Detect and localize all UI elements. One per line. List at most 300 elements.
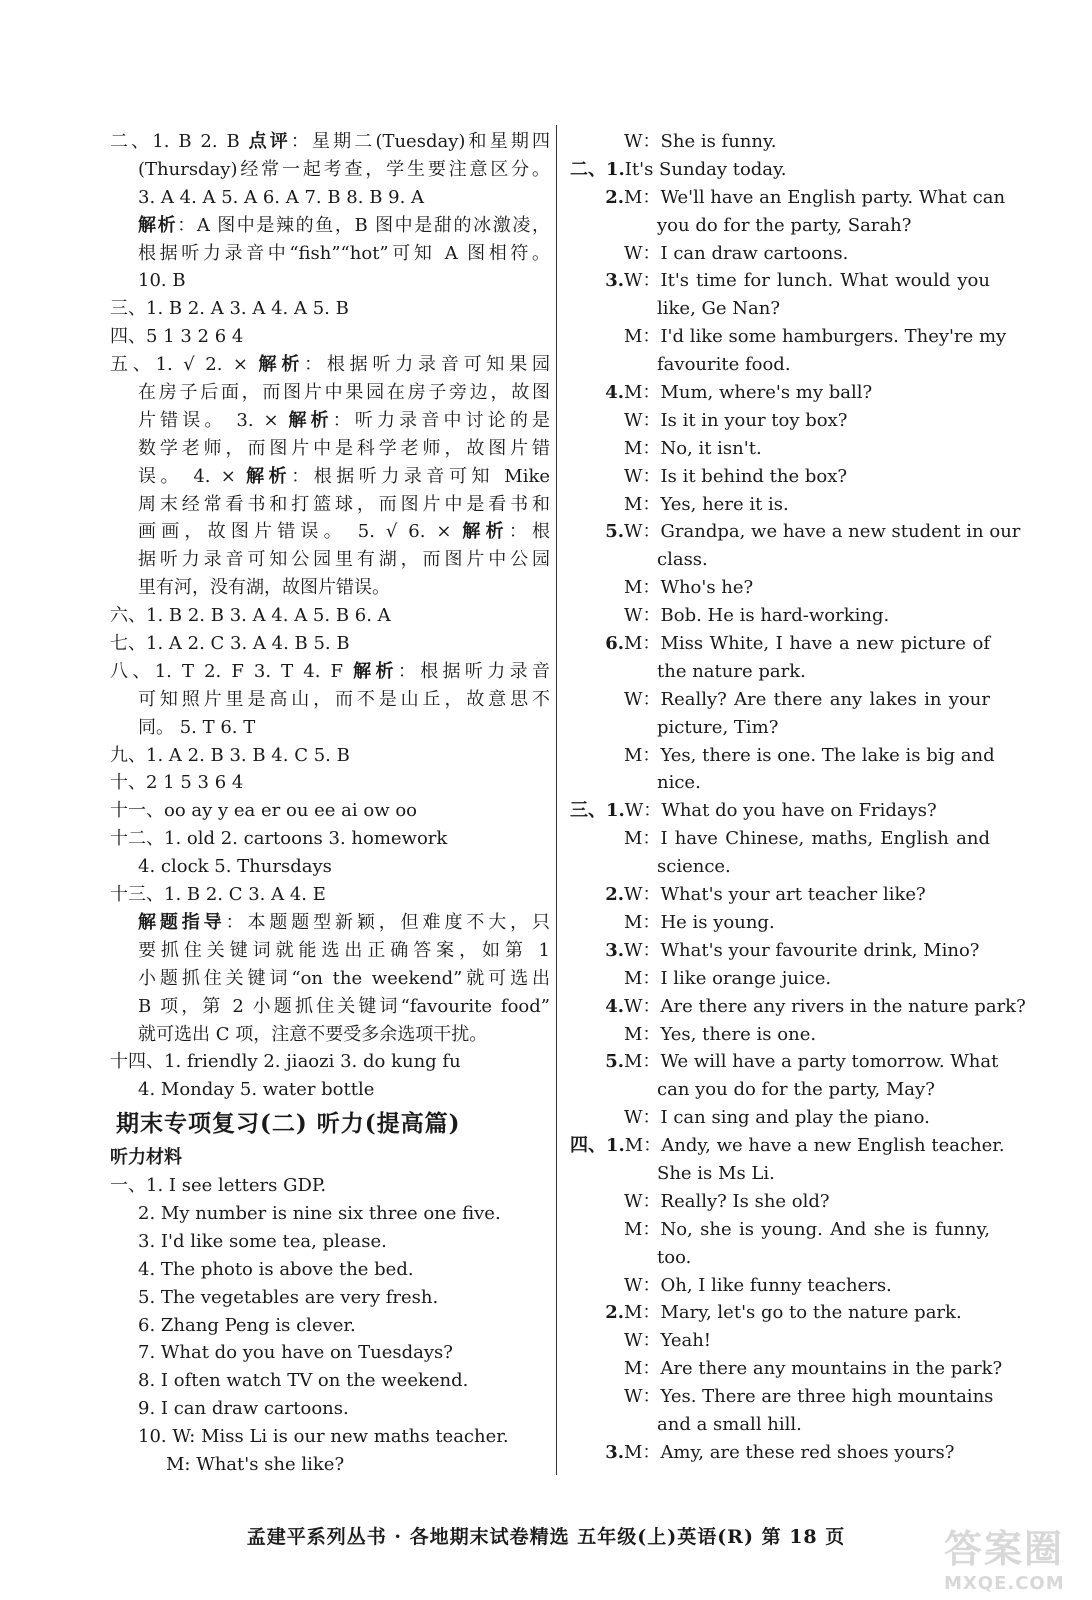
answer-line	[110, 463, 550, 491]
dialogue-line	[570, 212, 990, 240]
item-number	[570, 1411, 624, 1439]
text-span: 周末经常看书和打篮球，而图片中是看书和	[138, 493, 550, 515]
speaker-label	[624, 769, 657, 797]
speaker-label: W：	[624, 242, 661, 264]
answer-line	[110, 602, 550, 630]
speaker-label: M：	[624, 911, 661, 933]
dialogue-line	[570, 1104, 990, 1132]
dialogue-text: Really? Are there any lakes in your	[660, 688, 990, 710]
answer-text	[110, 128, 550, 156]
dialogue-text: nice.	[657, 772, 701, 794]
speaker-label: W：	[624, 409, 661, 431]
dialogue-text: It's Sunday today.	[624, 158, 787, 180]
bold-label: 解析	[138, 214, 178, 236]
item-number	[570, 323, 624, 351]
dialogue-line	[570, 1021, 990, 1049]
dialogue-text: Yes, there is one. The lake is big and	[660, 744, 995, 766]
answer-text	[110, 574, 550, 602]
answer-text	[110, 630, 550, 658]
item-number: 6.	[605, 633, 624, 655]
dialogue-line	[570, 881, 990, 909]
item-number: 5.	[605, 1051, 624, 1073]
item-number	[570, 742, 624, 770]
dialogue-text: I have Chinese, maths, English and	[660, 828, 990, 850]
dialogue-line	[570, 267, 990, 295]
dialogue-line	[570, 658, 990, 686]
answer-text	[110, 1312, 550, 1340]
text-span: 2. My number is nine six three one five.	[138, 1202, 501, 1224]
item-number: 2.	[605, 884, 624, 906]
text-span: 可知照片里是高山，而不是山丘，故意思不	[138, 688, 550, 710]
dialogue-text: Oh, I like funny teachers.	[660, 1274, 892, 1296]
dialogue-line	[570, 128, 990, 156]
dialogue-text: No, she is young. And she is funny,	[660, 1218, 990, 1240]
answer-text	[110, 1367, 550, 1395]
answer-text	[110, 1423, 550, 1451]
answer-text	[110, 742, 550, 770]
text-span: ：听力录音中讨论的是	[332, 409, 551, 431]
answer-line	[110, 825, 550, 853]
speaker-label	[624, 658, 657, 686]
item-number	[570, 407, 624, 435]
bold-label: 解析	[462, 521, 509, 543]
dialogue-line	[570, 240, 990, 268]
dialogue-text: Is it in your toy box?	[660, 409, 848, 431]
item-number: 5.	[605, 521, 624, 543]
speaker-label	[624, 351, 657, 379]
item-number	[570, 909, 624, 937]
text-span: 9. I can draw cartoons.	[138, 1398, 349, 1420]
dialogue-line	[570, 351, 990, 379]
text-span: (Thursday)经常一起考查，学生要注意区分。	[138, 158, 550, 180]
text-span: 同。 5. T 6. T	[138, 716, 256, 738]
answer-line	[110, 1367, 550, 1395]
text-span: 3. A 4. A 5. A 6. A 7. B 8. B 9. A	[138, 186, 425, 208]
dialogue-text: Really? Is she old?	[660, 1190, 830, 1212]
answer-text	[110, 379, 550, 407]
answer-line	[110, 1395, 550, 1423]
dialogue-text: I can sing and play the piano.	[660, 1107, 930, 1129]
text-span: 4. Monday 5. water bottle	[138, 1079, 375, 1101]
dialogue-text: She is Ms Li.	[657, 1162, 775, 1184]
dialogue-text: too.	[657, 1246, 692, 1268]
dialogue-line	[570, 1355, 1003, 1383]
sub-title: 听力材料	[110, 1147, 182, 1169]
speaker-label: W：	[624, 521, 661, 543]
item-number	[570, 240, 624, 268]
answer-line	[110, 909, 550, 937]
speaker-label: M：	[624, 744, 661, 766]
dialogue-text: favourite food.	[657, 354, 791, 376]
speaker-label: W：	[624, 800, 662, 822]
text-span: ：根据听力录音	[397, 660, 551, 682]
item-number: 2.	[605, 186, 624, 208]
answer-text	[110, 435, 550, 463]
speaker-label: W：	[624, 884, 661, 906]
item-number	[570, 435, 624, 463]
text-span: 六、1. B 2. B 3. A 4. A 5. B 6. A	[110, 605, 391, 627]
dialogue-text: Amy, are these red shoes yours?	[660, 1441, 955, 1463]
page-footer: 孟建平系列丛书 · 各地期末试卷精选 五年级(上)英语(R) 第 18 页	[246, 1526, 846, 1548]
answer-text	[110, 658, 550, 686]
speaker-label: M：	[624, 1135, 662, 1157]
text-span: 五、1. √ 2. ×	[110, 354, 259, 376]
bold-label: 解析	[246, 465, 292, 487]
bold-label: 解析	[353, 660, 398, 682]
answer-text	[110, 686, 550, 714]
dialogue-line	[570, 1327, 990, 1355]
dialogue-text: Bob. He is hard-working.	[660, 605, 890, 627]
speaker-label: M：	[624, 493, 661, 515]
text-span: 7. What do you have on Tuesdays?	[138, 1342, 453, 1364]
item-number	[570, 965, 624, 993]
item-number	[570, 463, 624, 491]
dialogue-text: Yes. There are three high mountains	[660, 1386, 994, 1408]
item-number	[570, 1272, 624, 1300]
item-number	[570, 1188, 624, 1216]
item-number	[570, 1076, 624, 1104]
text-span: ：根据听力录音可知 Mike	[291, 465, 551, 487]
item-number	[570, 1383, 624, 1411]
item-number	[570, 1327, 624, 1355]
speaker-label: M：	[624, 967, 661, 989]
text-span: 5. The vegetables are very fresh.	[138, 1286, 439, 1308]
answer-text	[110, 463, 550, 491]
answer-line	[110, 1256, 550, 1284]
text-span: 片错误。 3. ×	[138, 409, 289, 431]
text-span: 根据听力录音中“fish”“hot”可知 A 图相符。	[138, 242, 550, 264]
text-span: 6. Zhang Peng is clever.	[138, 1314, 356, 1336]
item-number	[570, 1355, 624, 1383]
item-number	[570, 1244, 624, 1272]
dialogue-line	[570, 1048, 999, 1076]
speaker-label	[624, 853, 657, 881]
speaker-label	[624, 546, 657, 574]
dialogue-line	[570, 769, 990, 797]
text-span: 4. The photo is above the bed.	[138, 1258, 414, 1280]
answer-text	[110, 518, 550, 546]
item-number	[570, 825, 624, 853]
speaker-label: M：	[624, 577, 661, 599]
dialogue-text: Yes, there is one.	[660, 1023, 817, 1045]
speaker-label: W：	[624, 688, 661, 710]
dialogue-text: What's your favourite drink, Mino?	[660, 939, 980, 961]
answer-text	[110, 1256, 550, 1284]
answer-line	[110, 993, 550, 1021]
dialogue-text: Who's he?	[660, 577, 754, 599]
item-number: 二、1.	[570, 158, 625, 180]
answer-line	[110, 212, 550, 240]
answer-line	[110, 686, 550, 714]
text-span: ：本题题型新颖，但难度不大，只	[225, 911, 551, 933]
answer-text	[110, 714, 550, 742]
text-span: 据听力录音可知公园里有湖，而图片中公园	[138, 549, 550, 571]
speaker-label: M：	[624, 326, 661, 348]
dialogue-line	[570, 1272, 990, 1300]
dialogue-text: What do you have on Fridays?	[661, 800, 937, 822]
bold-label: 点评	[248, 131, 291, 152]
dialogue-text: Andy, we have a new English teacher.	[661, 1135, 1005, 1157]
watermark-bottom-text: MXQE.COM	[944, 1573, 1065, 1594]
answer-line	[110, 323, 550, 351]
text-span: 10. W: Miss Li is our new maths teacher.	[138, 1426, 509, 1448]
item-number	[570, 714, 624, 742]
answer-line	[110, 881, 550, 909]
dialogue-text: can you do for the party, May?	[657, 1079, 935, 1101]
dialogue-line	[570, 491, 990, 519]
answer-text	[110, 267, 550, 295]
speaker-label	[624, 1244, 657, 1272]
text-span: 里有河，没有湖，故图片错误。	[138, 577, 390, 599]
dialogue-line	[570, 602, 990, 630]
dialogue-line	[570, 714, 990, 742]
text-span: 要抓住关键词就能选出正确答案，如第 1	[138, 939, 550, 961]
bold-label: 解题指导	[138, 911, 226, 933]
text-span: 十、2 1 5 3 6 4	[110, 772, 244, 794]
text-span: 4. clock 5. Thursdays	[138, 856, 332, 878]
speaker-label: W：	[624, 1330, 661, 1352]
dialogue-text: Yeah!	[660, 1330, 712, 1352]
bold-label: 解析	[258, 354, 305, 376]
dialogue-text: Yes, here it is.	[660, 493, 789, 515]
answer-line	[110, 1172, 550, 1200]
answer-line	[110, 491, 550, 519]
text-span: 就可选出 C 项，注意不要受多余选项干扰。	[138, 1023, 488, 1045]
text-span: 十二、1. old 2. cartoons 3. homework	[110, 828, 448, 850]
dialogue-line	[570, 518, 1021, 546]
item-number: 三、1.	[570, 800, 625, 822]
answer-line	[110, 853, 550, 881]
speaker-label: M：	[624, 1051, 661, 1073]
speaker-label	[624, 212, 657, 240]
speaker-label: M：	[624, 633, 661, 655]
dialogue-text: He is young.	[660, 911, 775, 933]
dialogue-line	[570, 1188, 990, 1216]
dialogue-text: It's time for lunch. What would you	[660, 270, 990, 292]
text-span: 二、1. B 2. B	[110, 131, 249, 152]
answer-line	[110, 937, 550, 965]
speaker-label: M：	[624, 382, 661, 404]
speaker-label	[624, 1411, 657, 1439]
text-span: ：根据听力录音可知果园	[304, 354, 550, 376]
section-title: 期末专项复习(二) 听力(提高篇)	[116, 1110, 461, 1138]
dialogue-line	[570, 1244, 990, 1272]
answer-text	[110, 156, 550, 184]
dialogue-line	[570, 1216, 990, 1244]
answer-line	[110, 1200, 550, 1228]
speaker-label	[624, 295, 657, 323]
answer-text	[110, 1200, 550, 1228]
speaker-label: W：	[624, 270, 661, 292]
answer-line	[110, 240, 550, 268]
item-number: 4.	[605, 995, 624, 1017]
dialogue-text: I'd like some hamburgers. They're my	[660, 326, 1007, 348]
left-column	[110, 128, 550, 1479]
item-number	[570, 351, 624, 379]
dialogue-text: What's your art teacher like?	[660, 884, 926, 906]
answer-text	[110, 937, 550, 965]
item-number	[570, 491, 624, 519]
item-number: 3.	[605, 939, 624, 961]
dialogue-text: No, it isn't.	[660, 437, 762, 459]
text-span: 四、5 1 3 2 6 4	[110, 326, 244, 348]
text-span: 数学老师，而图片中是科学老师，故图片错	[138, 437, 550, 459]
answer-text	[110, 993, 550, 1021]
answer-line	[110, 1228, 550, 1256]
item-number	[570, 1216, 624, 1244]
text-span: 误。 4. ×	[138, 465, 247, 487]
answer-line	[110, 1021, 550, 1049]
text-span: ：星期二(Tuesday)和星期四	[290, 131, 550, 152]
dialogue-line	[570, 156, 990, 184]
speaker-label: W：	[624, 1274, 661, 1296]
dialogue-line	[570, 1299, 990, 1327]
speaker-label: M：	[624, 1218, 661, 1240]
answer-line	[110, 1423, 550, 1451]
answer-line	[110, 379, 550, 407]
dialogue-text: Mary, let's go to the nature park.	[660, 1302, 962, 1324]
answer-text	[110, 1339, 550, 1367]
answer-text	[110, 797, 550, 825]
dialogue-line	[570, 1076, 990, 1104]
item-number	[570, 546, 624, 574]
dialogue-text: the nature park.	[657, 660, 806, 682]
text-span: 3. I'd like some tea, please.	[138, 1230, 387, 1252]
answer-text	[110, 212, 550, 240]
dialogue-line	[570, 574, 990, 602]
answer-text	[110, 1172, 550, 1200]
speaker-label	[624, 1076, 657, 1104]
dialogue-line	[570, 937, 990, 965]
answer-text	[110, 184, 550, 212]
answer-line	[110, 1451, 550, 1479]
dialogue-text: Is it behind the box?	[660, 465, 848, 487]
answer-line	[110, 797, 550, 825]
right-column	[570, 128, 1026, 1467]
speaker-label: W：	[624, 131, 661, 152]
answer-line	[110, 574, 550, 602]
dialogue-text: Mum, where's my ball?	[660, 382, 873, 404]
answer-text	[110, 965, 550, 993]
item-number	[570, 769, 624, 797]
column-divider	[556, 125, 557, 1475]
speaker-label: W：	[624, 1386, 661, 1408]
item-number	[570, 1104, 624, 1132]
answer-line	[110, 435, 550, 463]
dialogue-line	[570, 184, 1006, 212]
watermark-top-text: 答案圈	[944, 1527, 1065, 1571]
dialogue-text: Miss White, I have a new picture of	[660, 633, 990, 655]
dialogue-line	[570, 965, 990, 993]
dialogue-line	[570, 1160, 990, 1188]
text-span: 八、1. T 2. F 3. T 4. F	[110, 660, 354, 682]
answer-text	[110, 1021, 550, 1049]
item-number	[570, 686, 624, 714]
answer-line	[110, 742, 550, 770]
answer-text	[110, 240, 550, 268]
answer-line	[110, 267, 550, 295]
answer-text	[110, 881, 550, 909]
speaker-label: W：	[624, 939, 661, 961]
item-number: 四、1.	[570, 1135, 625, 1157]
answer-line	[110, 1312, 550, 1340]
answer-text	[110, 546, 550, 574]
text-span: 十三、1. B 2. C 3. A 4. E	[110, 884, 326, 906]
item-number	[570, 1021, 624, 1049]
text-span: 七、1. A 2. C 3. A 4. B 5. B	[110, 633, 350, 655]
item-number	[570, 658, 624, 686]
answer-text	[110, 491, 550, 519]
answer-text	[110, 853, 550, 881]
dialogue-line	[570, 407, 990, 435]
answer-text	[110, 1076, 550, 1104]
answer-line	[110, 1284, 550, 1312]
text-span: 8. I often watch TV on the weekend.	[138, 1370, 469, 1392]
answer-line	[110, 184, 550, 212]
answer-text	[110, 1451, 550, 1479]
dialogue-line	[570, 435, 990, 463]
item-number	[570, 295, 624, 323]
item-number: 3.	[605, 270, 624, 292]
text-span: 三、1. B 2. A 3. A 4. A 5. B	[110, 298, 349, 320]
dialogue-text: Are there any mountains in the park?	[660, 1358, 1003, 1380]
answer-line	[110, 630, 550, 658]
item-number	[570, 602, 624, 630]
answer-line	[110, 769, 550, 797]
speaker-label: W：	[624, 605, 661, 627]
dialogue-line	[570, 323, 1007, 351]
dialogue-line	[570, 742, 995, 770]
speaker-label	[624, 1160, 657, 1188]
text-span: 画画，故图片错误。 5. √ 6. ×	[138, 521, 463, 543]
speaker-label: M：	[624, 1023, 661, 1045]
dialogue-text: Are there any rivers in the nature park?	[660, 995, 1026, 1017]
dialogue-text: and a small hill.	[657, 1413, 802, 1435]
dialogue-line	[570, 993, 1026, 1021]
dialogue-text: She is funny.	[660, 131, 777, 152]
speaker-label: M：	[624, 186, 661, 208]
dialogue-line	[570, 797, 990, 825]
text-span: 在房子后面，而图片中果园在房子旁边，故图	[138, 382, 550, 404]
dialogue-text: We'll have an English party. What can	[660, 186, 1006, 208]
answer-line	[110, 965, 550, 993]
dialogue-line	[570, 546, 990, 574]
dialogue-line	[570, 909, 990, 937]
speaker-label: M：	[624, 1302, 661, 1324]
answer-line	[110, 658, 550, 686]
speaker-label: W：	[624, 1190, 661, 1212]
item-number: 3.	[605, 1441, 624, 1463]
answer-line	[110, 1048, 550, 1076]
answer-text	[110, 1284, 550, 1312]
answer-line	[110, 156, 550, 184]
item-number	[570, 212, 624, 240]
dialogue-text: Grandpa, we have a new student in our	[660, 521, 1021, 543]
dialogue-line	[570, 463, 990, 491]
dialogue-line	[570, 295, 990, 323]
answer-text	[110, 407, 550, 435]
answer-line	[110, 1076, 550, 1104]
item-number	[570, 1160, 624, 1188]
answer-text	[110, 323, 550, 351]
dialogue-text: science.	[657, 856, 731, 878]
speaker-label: M：	[624, 1358, 661, 1380]
text-span: 10. B	[138, 270, 186, 292]
answer-line	[110, 546, 550, 574]
answer-text	[110, 295, 550, 323]
answer-text	[110, 351, 550, 379]
dialogue-line	[570, 630, 990, 658]
